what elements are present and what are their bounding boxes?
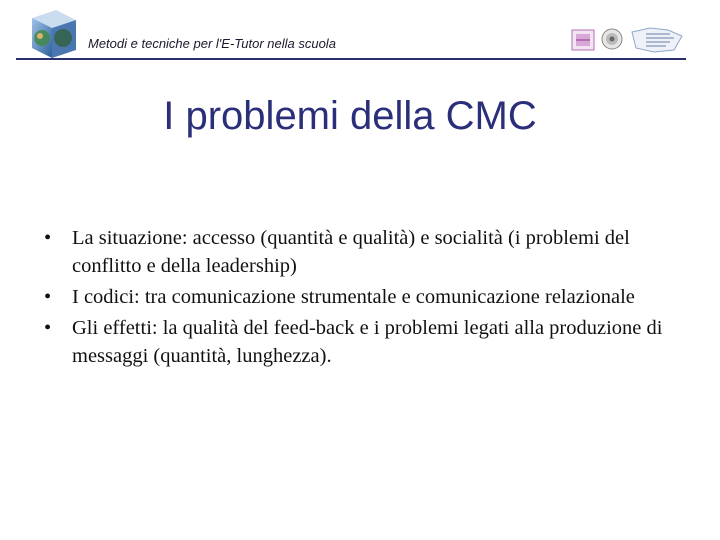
bullet-icon: • xyxy=(44,227,52,249)
bullet-text: I codici: tra comunicazione strumentale e comunicazione relazionale xyxy=(72,286,635,308)
bullet-text: Gli effetti: la qualità del feed-back e i problemi legati alla produzione di messaggi (quantità, lunghezza). xyxy=(72,317,663,367)
university-crest-logo-1-icon xyxy=(572,30,594,50)
university-crest-logo-2-icon xyxy=(602,29,622,49)
bullet-icon: • xyxy=(44,317,52,339)
header-title: Metodi e tecniche per l'E-Tutor nella scuola xyxy=(88,36,336,51)
slide-title: I problemi della CMC xyxy=(163,94,537,138)
globe-cube-logo-icon xyxy=(26,8,80,60)
header-divider xyxy=(16,58,686,60)
slide-header xyxy=(0,0,720,64)
bullet-text: La situazione: accesso (quantità e qualità) e socialità (i problemi del conflitto e della leadership) xyxy=(72,227,630,277)
bullet-list xyxy=(38,224,678,373)
bullet-icon: • xyxy=(44,286,52,308)
bullet-item xyxy=(38,224,678,280)
partner-logos xyxy=(570,24,688,56)
institute-map-logo-icon xyxy=(632,28,682,52)
bullet-item xyxy=(38,314,678,370)
bullet-item xyxy=(38,283,678,311)
